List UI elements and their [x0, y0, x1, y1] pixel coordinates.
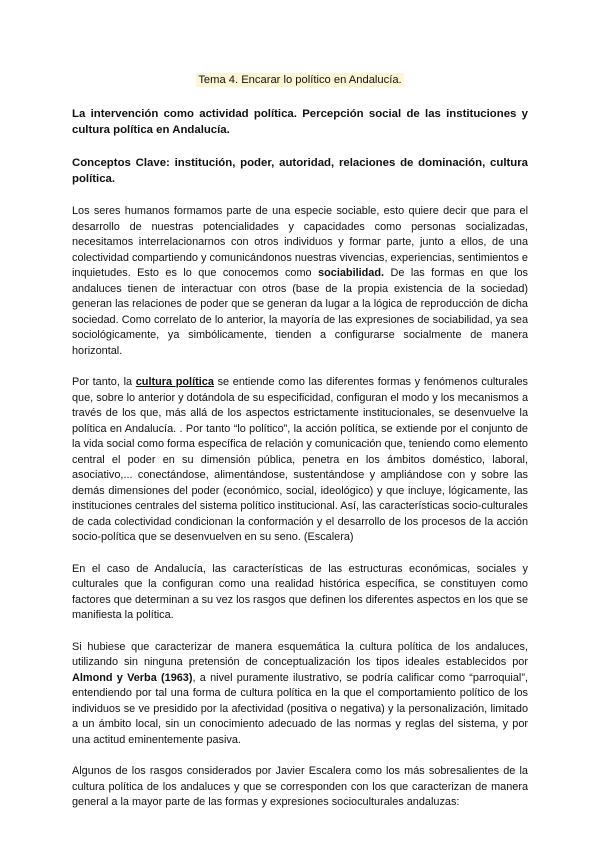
paragraph-andalucia: En el caso de Andalucía, las características de las estructuras económicas, sociales y culturales que la configuran como una realidad histórica específica, se constituyen como factores que determinan a su vez los rasgos que definen los diferentes aspectos en los que se manifiesta la política. [72, 562, 528, 621]
paragraph-sociabilidad [72, 204, 528, 359]
paragraph-text: Si hubiese que caracterizar de manera esquemática la cultura política de los andaluces, utilizando sin ninguna pretensión de conceptualización los tipos ideales establecidos por [72, 640, 528, 668]
section-heading: La intervención como actividad política. Percepción social de las instituciones y cultura política en Andalucía. [72, 108, 528, 136]
paragraph-text: Por tanto, la [72, 376, 136, 388]
paragraph-almond-verba [72, 640, 528, 749]
document-title: Tema 4. Encarar lo político en Andalucía. [198, 74, 402, 86]
title-row [72, 70, 528, 88]
key-concepts: Conceptos Clave: institución, poder, autoridad, relaciones de dominación, cultura política. [72, 157, 528, 185]
term-sociabilidad: sociabilidad. [318, 267, 385, 279]
paragraph-text: se entiende como las diferentes formas y fenómenos culturales que, sobre lo anterior y dotándola de su especificidad, configuran el modo y los mecanismos a través de los que, más allá de los aspectos estrictamente institucionales, se desenvuelve la política en Andalucía. . Por tanto “lo político”, la acción política, se extiende por el conjunto de la vida social como forma específica de relación y comunicación que, teniendo como elemento central el poder en su dimensión pública, penetra en los ámbitos doméstico, laboral, asociativo,... conectándose, alimentándose, sustentándose y ampliándose con y sobre las demás dimensiones del poder (económico, social, ideológico) y que incluye, lógicamente, las instituciones centrales del sistema político institucional. Así, las características socio-culturales de cada colectividad condicionan la conformación y el desarrollo de los procesos de la acción socio-política que se desenvuelven en su seno. (Escalera) [72, 376, 528, 543]
paragraph-rasgos: Algunos de los rasgos considerados por Javier Escalera como los más sobresalientes de la cultura política de los andaluces y que se corresponden con los que caracterizan de manera general a la mayor parte de las formas y expresiones socioculturales andaluzas: [72, 765, 528, 808]
term-cultura-politica: cultura política [135, 376, 214, 388]
paragraph-text: De las formas en que los andaluces tienen de interactuar con otros (base de la propia existencia de la sociedad) generan las relaciones de poder que se generan da lugar a la lógica de reproducción de dicha sociedad. Como correlato de lo anterior, la mayoría de las expresiones de sociabilidad, ya sea sociológicamente, ya simbólicamente, tienden a configurarse socialmente de manera horizontal. [72, 267, 528, 357]
term-almond-verba: Almond y Verba (1963) [72, 671, 193, 684]
paragraph-text: Los seres humanos formamos parte de una especie sociable, esto quiere decir que para el desarrollo de nuestras potencialidades y capacidades como personas socializadas, necesitamos interrelacionarnos con otros individuos y formar parte, junto a ellos, de una colectividad compartiendo y comunicándonos nuestras vivencias, experiencias, sentimientos e inquietudes. Esto es lo que conocemos como [72, 205, 528, 279]
paragraph-text: , a nivel puramente ilustrativo, se podría calificar como “parroquial”, entendiendo por tal una forma de cultura política en la que el comportamiento político de los individuos se ve presidido por la afectividad (positiva o negativa) y la personalización, limitado a un ámbito local, sin un conocimiento adecuado de las normas y reglas del sistema, y por una actitud eminentemente pasiva. [72, 671, 528, 746]
paragraph-cultura-politica [72, 375, 528, 546]
